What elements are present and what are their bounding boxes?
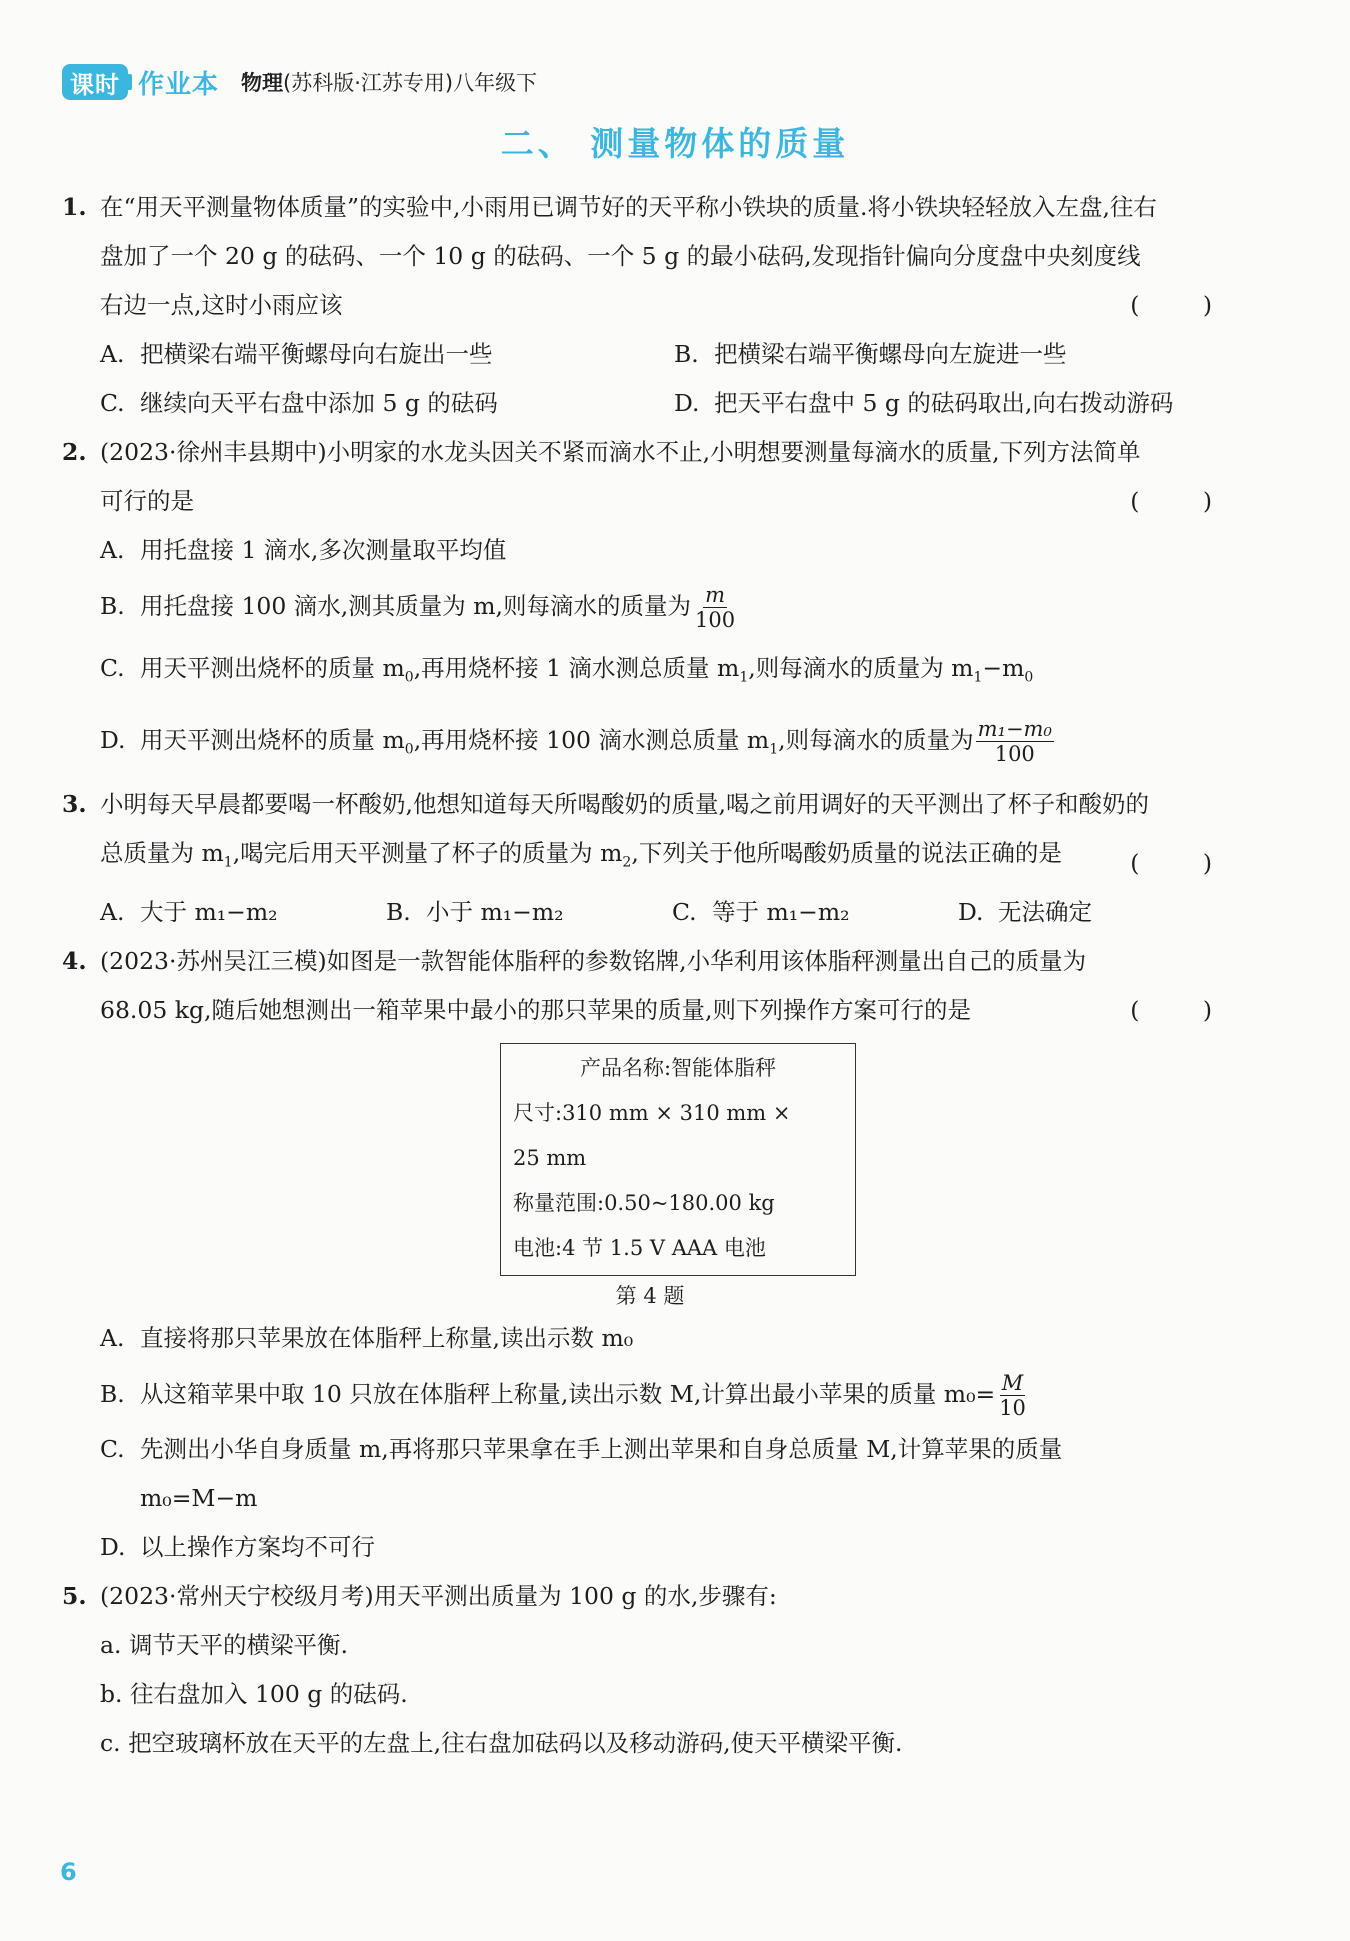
option-b [100, 575, 1248, 637]
option-label: B. [386, 898, 411, 927]
option-text: 把横梁右端平衡螺母向右旋出一些 [140, 340, 493, 368]
option-text: 把天平右盘中 5 g 的砝码取出,向右拨动游码 [714, 389, 1174, 417]
step-c: c. 把空玻璃杯放在天平的左盘上,往右盘加砝码以及移动游码,使天平横梁平衡. [100, 1729, 903, 1758]
question-3 [62, 780, 1248, 937]
option-b [674, 330, 1248, 379]
nameplate-line: 电池:4 节 1.5 V AAA 电池 [513, 1236, 766, 1261]
option-text: 从这箱苹果中取 10 只放在体脂秤上称量,读出示数 M,计算出最小苹果的质量 m₀= [140, 1380, 996, 1409]
option-label: B. [100, 1380, 125, 1409]
subscript: 2 [622, 855, 632, 872]
option-text: ,则每滴水的质量为 [778, 725, 974, 754]
figure-caption: 第 4 题 [615, 1284, 685, 1309]
question-number: 2. [62, 438, 87, 466]
option-label: D. [958, 898, 984, 927]
denominator: 100 [695, 608, 736, 632]
option-label: C. [100, 389, 125, 417]
option-text: m₀=M−m [140, 1484, 258, 1513]
question-stem: (2023·徐州丰县期中)小明家的水龙头因关不紧而滴水不止,小明想要测量每滴水的质量,下列方法简单可行的是 [100, 438, 1141, 515]
option-text: ,再用烧杯接 1 滴水测总质量 m [413, 654, 740, 682]
option-text: 先测出小华自身质量 m,再将那只苹果拿在手上测出苹果和自身总质量 M,计算苹果的质量 [140, 1435, 1063, 1464]
option-text: −m [982, 654, 1025, 682]
option-label: D. [674, 389, 700, 417]
question-stem: (2023·苏州吴江三模)如图是一款智能体脂秤的参数铭牌,小华利用该体脂秤测量出自己的质量为 68.05 kg,随后她想测出一箱苹果中最小的那只苹果的质量,则下列操作方案可行的是 [100, 947, 1087, 1025]
nameplate-line: 产品名称:智能体脂秤 [579, 1056, 777, 1081]
option-label: C. [100, 654, 125, 682]
option-c [100, 637, 1248, 709]
question-1 [62, 183, 1248, 428]
subscript: 1 [769, 741, 779, 758]
option-a [100, 888, 386, 937]
question-list [62, 183, 1248, 1768]
subscript: 1 [223, 855, 233, 872]
nameplate-figure [500, 1043, 856, 1276]
option-b [100, 1363, 1248, 1425]
nameplate-line: 尺寸:310 mm × 310 mm × [513, 1101, 791, 1126]
fraction [693, 583, 737, 632]
answer-paren: ( ) [1130, 291, 1240, 319]
option-text: 以上操作方案均不可行 [140, 1533, 375, 1562]
option-text: 用托盘接 100 滴水,测其质量为 m,则每滴水的质量为 [140, 592, 691, 620]
option-text: ,则每滴水的质量为 m [748, 654, 974, 682]
option-text: ,再用烧杯接 100 滴水测总质量 m [413, 725, 770, 754]
steps-list [62, 1621, 1248, 1768]
option-label: C. [672, 898, 697, 927]
option-label: D. [100, 1533, 126, 1562]
question-4 [62, 937, 1248, 1572]
answer-paren: ( ) [1130, 996, 1240, 1025]
step-b: b. 往右盘加入 100 g 的砝码. [100, 1680, 408, 1709]
section-title: 二、 测量物体的质量 [500, 124, 850, 163]
subscript: 1 [973, 669, 983, 686]
option-d [100, 709, 1248, 781]
logo [62, 64, 128, 100]
option-text: 直接将那只苹果放在体脂秤上称量,读出示数 m₀ [140, 1324, 634, 1353]
option-a [100, 1314, 1248, 1363]
option-d [674, 379, 1248, 428]
option-label: B. [100, 592, 125, 620]
subscript: 0 [404, 669, 414, 686]
page-header [62, 62, 537, 102]
options [62, 1314, 1248, 1572]
question-stem: 在“用天平测量物体质量”的实验中,小雨用已调节好的天平称小铁块的质量.将小铁块轻轻放入左盘,往右盘加了一个 20 g 的砝码、一个 10 g 的砝码、一个 5 g 的最小砝码,发现指针偏向分度盘中央刻度线右边一点,这时小雨应该 [100, 193, 1157, 319]
step-a: a. 调节天平的横梁平衡. [100, 1631, 348, 1660]
numerator: M [1001, 1371, 1024, 1396]
subject-title [241, 67, 537, 97]
option-d [100, 1523, 1248, 1572]
option-c [100, 1425, 1248, 1523]
question-2 [62, 428, 1248, 780]
logo-text: 课时 [70, 70, 120, 99]
option-label: A. [100, 898, 125, 927]
option-text: 继续向天平右盘中添加 5 g 的砝码 [140, 389, 498, 417]
option-b [386, 888, 672, 937]
option-text: 大于 m₁−m₂ [140, 898, 278, 927]
option-text: 小于 m₁−m₂ [426, 898, 564, 927]
answer-paren: ( ) [1130, 487, 1240, 515]
nameplate-line: 25 mm [513, 1146, 587, 1171]
option-a [100, 330, 674, 379]
options [62, 526, 1248, 780]
question-number: 1. [62, 193, 87, 221]
option-c [100, 379, 674, 428]
option-text: 用托盘接 1 滴水,多次测量取平均值 [140, 536, 507, 564]
option-text: 用天平测出烧杯的质量 m [140, 725, 405, 754]
option-c [672, 888, 958, 937]
denominator: 10 [999, 1396, 1026, 1421]
question-stem: (2023·常州天宁校级月考)用天平测出质量为 100 g 的水,步骤有: [100, 1582, 777, 1611]
option-label: A. [100, 1324, 125, 1353]
option-text: 把横梁右端平衡螺母向左旋进一些 [714, 340, 1067, 368]
subject-bold: 物理 [241, 71, 284, 95]
denominator: 100 [994, 741, 1035, 766]
question-number: 3. [62, 790, 87, 819]
question-number: 5. [62, 1582, 87, 1611]
question-5 [62, 1572, 1248, 1768]
option-label: A. [100, 536, 125, 564]
option-label: C. [100, 1435, 125, 1464]
question-stem: 小明每天早晨都要喝一杯酸奶,他想知道每天所喝酸奶的质量,喝之前用调好的天平测出了杯子和酸奶的总质量为 m [100, 790, 1149, 868]
fraction [997, 1371, 1028, 1420]
nameplate-line: 称量范围:0.50~180.00 kg [513, 1191, 775, 1216]
page-number: 6 [60, 1858, 77, 1886]
option-a [100, 526, 1248, 575]
option-text: 无法确定 [998, 898, 1092, 927]
options [62, 330, 1248, 428]
option-label: B. [674, 340, 699, 368]
option-text: 用天平测出烧杯的质量 m [140, 654, 405, 682]
option-text: 等于 m₁−m₂ [712, 898, 850, 927]
option-d [958, 888, 1244, 937]
subscript: 0 [404, 741, 414, 758]
option-label: D. [100, 725, 126, 754]
question-number: 4. [62, 947, 87, 976]
subscript: 1 [739, 669, 749, 686]
question-stem: ,下列关于他所喝酸奶质量的说法正确的是 [631, 839, 1062, 868]
numerator: m [705, 583, 725, 607]
logo-tail: 作业本 [138, 69, 220, 100]
options [62, 888, 1248, 937]
subject-rest: (苏科版·江苏专用)八年级下 [283, 71, 538, 95]
numerator: m₁−m₀ [977, 716, 1052, 741]
option-label: A. [100, 340, 125, 368]
fraction [976, 717, 1054, 766]
answer-paren: ( ) [1130, 849, 1240, 878]
subscript: 0 [1024, 669, 1034, 686]
question-stem: ,喝完后用天平测量了杯子的质量为 m [232, 839, 623, 868]
